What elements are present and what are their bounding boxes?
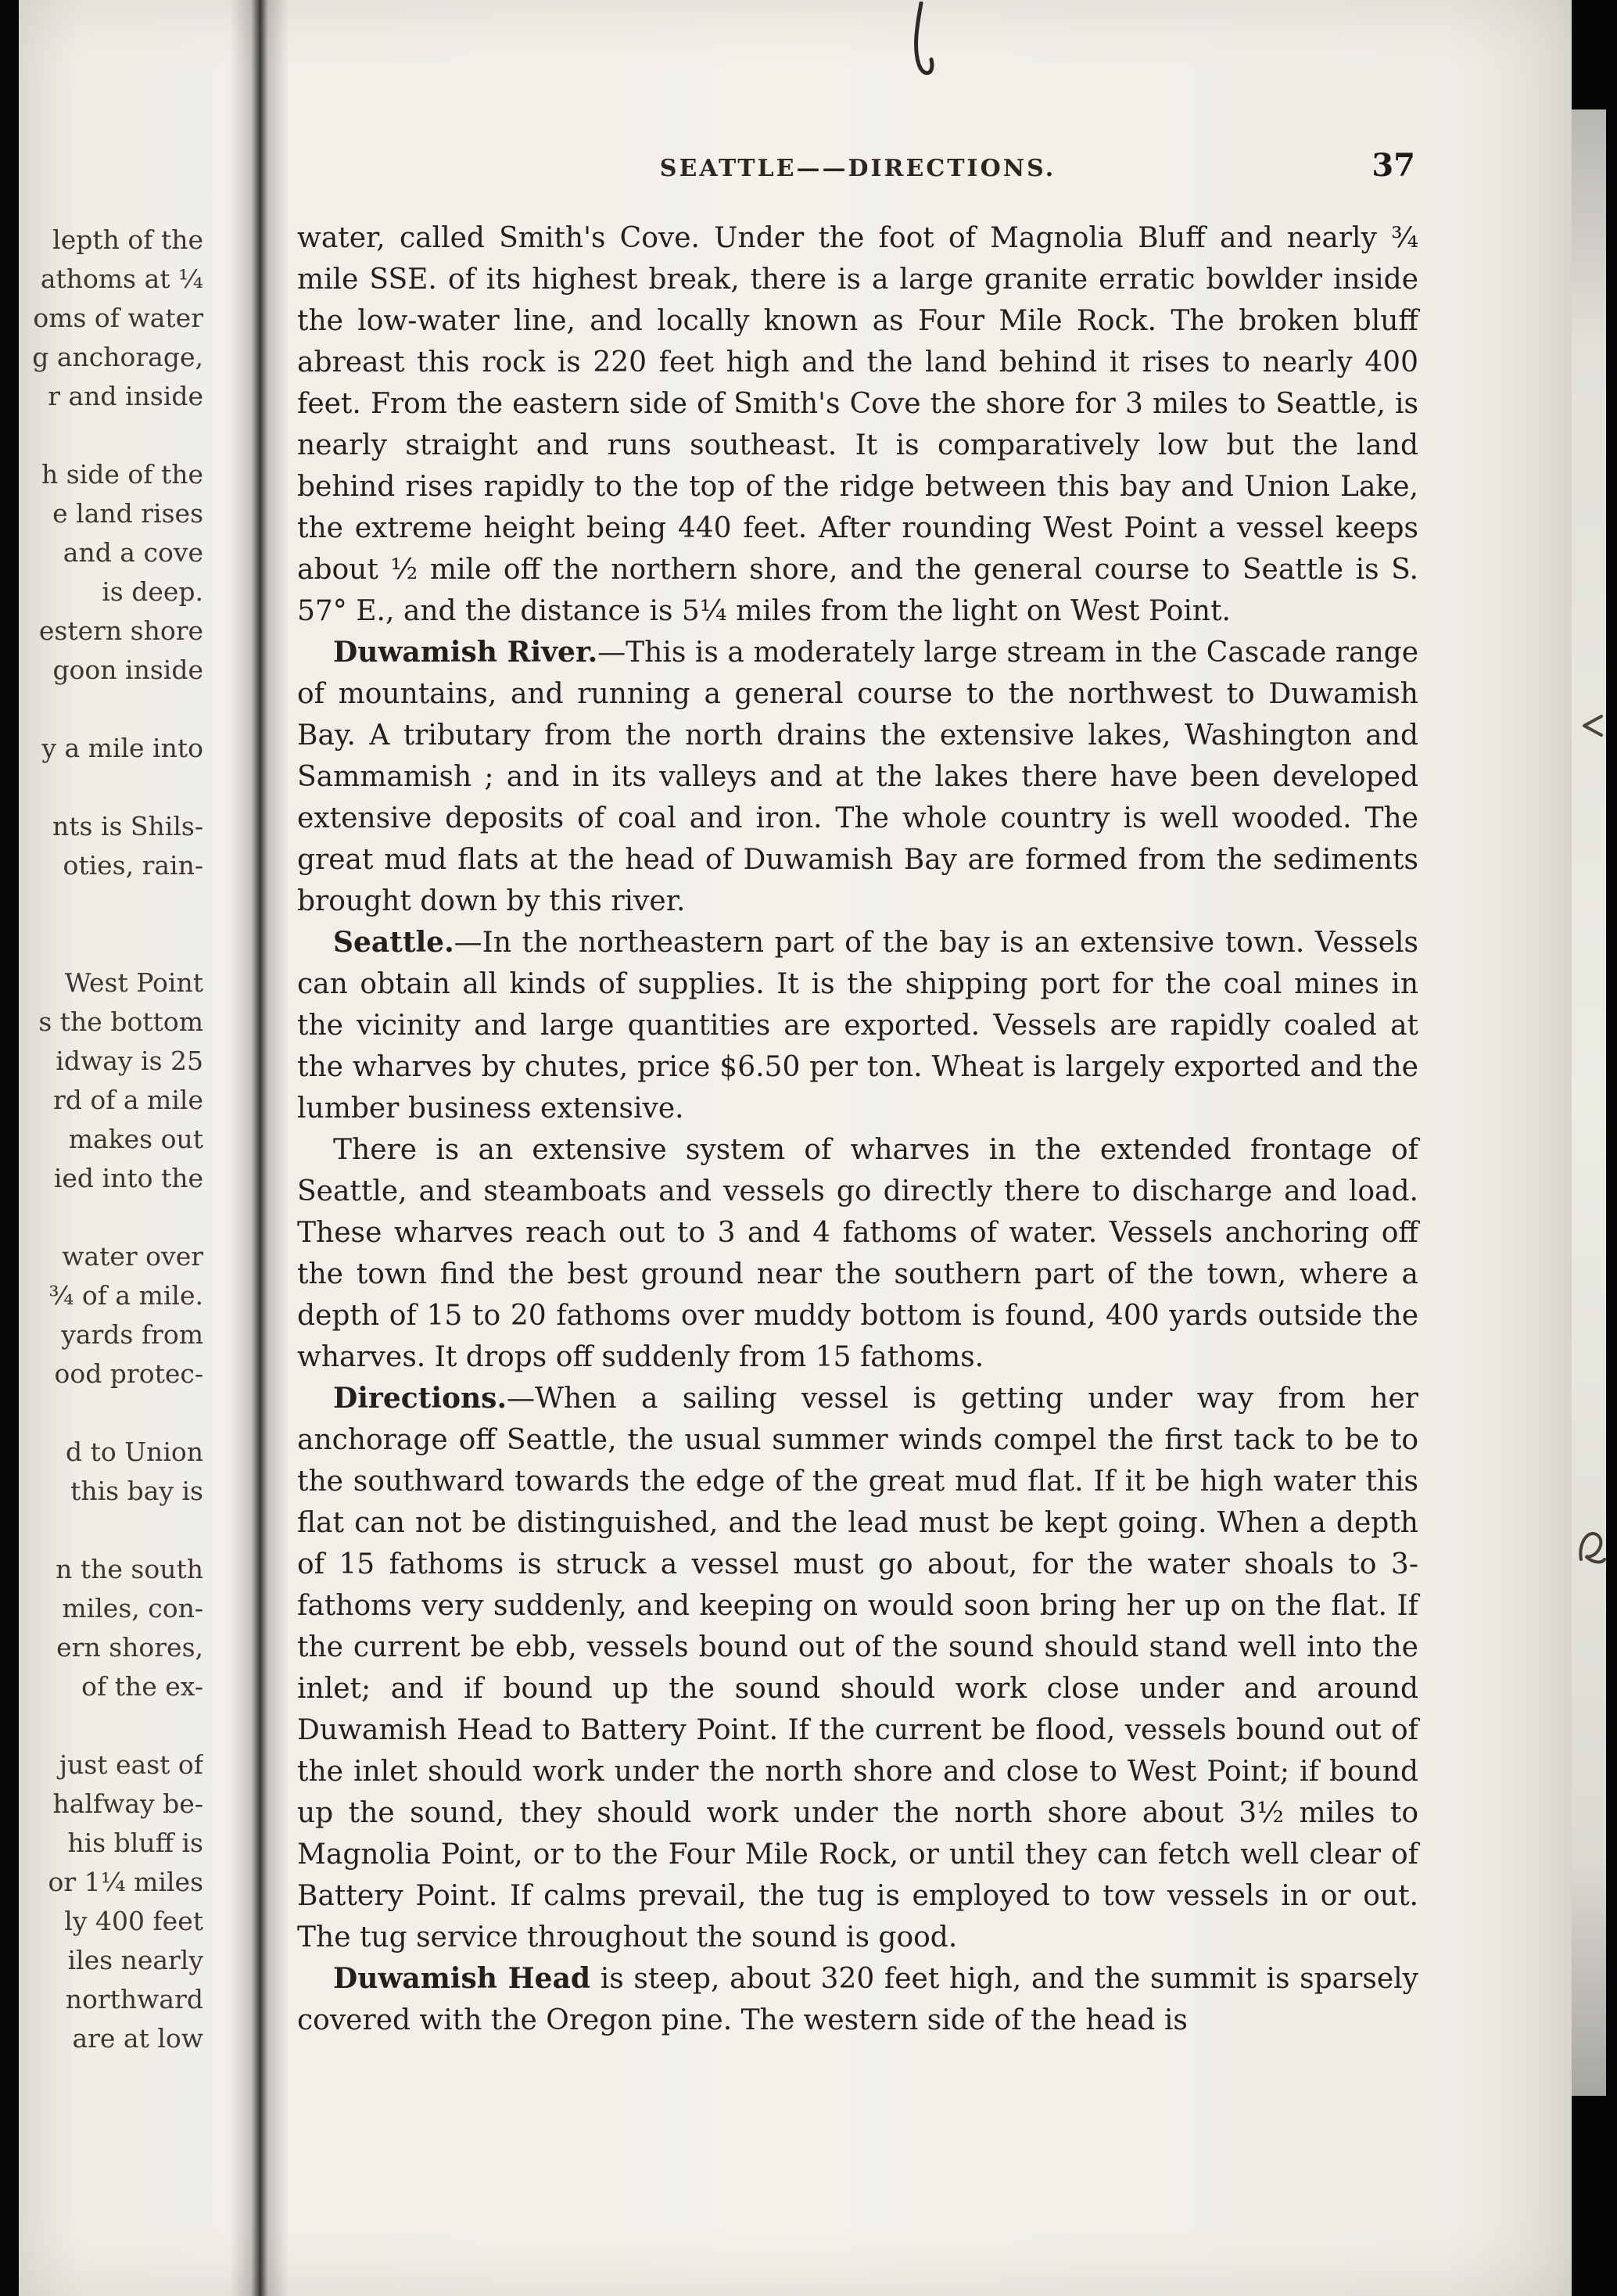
paragraph-text: —This is a moderately large stream in the Cascade range of mountains, and running a general course to the northwest to Duwamish Bay. A tributary from the north drains the extensive lakes, Washington and Sammamish ; and in its valleys and at the lakes there have been developed extensive deposits of coal and iron. The whole country is well wooded. The great mud flats at the head of Duwamish Bay are formed from the sediments brought down by this river. [297, 637, 1418, 917]
facing-page-fragments [19, 221, 203, 2058]
margin-fragment-gap [19, 690, 203, 729]
margin-fragment-gap [19, 768, 203, 807]
margin-fragment-gap [19, 1511, 203, 1550]
margin-fragment-line: northward [65, 1984, 203, 2014]
paragraph-text: —In the northeastern part of the bay is an extensive town. Vessels can obtain all kinds of supplies. It is the shipping port for the coal mines in the vicinity and large quantities are exported. Vessels are rapidly coaled at the wharves by chutes, price $6.50 per ton. Wheat is largely exported and the lumber business extensive. [297, 927, 1418, 1125]
margin-fragment-line: or 1¼ miles [48, 1867, 203, 1897]
margin-fragment-line: just east of [59, 1749, 203, 1780]
running-title: SEATTLE——DIRECTIONS. [659, 155, 1056, 182]
paragraph-text: water, called Smith's Cove. Under the foot of Magnolia Bluff and nearly ¾ mile SSE. of its highest break, there is a large granite erratic bowlder inside the low-water line, and locally known as Four Mile Rock. The broken bluff abreast this rock is 220 feet high and the land behind it rises to nearly 400 feet. From the eastern side of Smith's Cove the shore for 3 miles to Seattle, is nearly straight and runs southeast. It is comparatively low but the land behind rises rapidly to the top of the ridge between this bay and Union Lake, the extreme height being 440 feet. After rounding West Point a vessel keeps about ½ mile off the northern shore, and the general course to Seattle is S. 57° E., and the distance is 5¼ miles from the light on West Point. [297, 222, 1418, 627]
margin-fragment-line: lepth of the [52, 224, 203, 255]
paragraph-duwamish-head [297, 1958, 1418, 2041]
margin-fragment-gap [19, 1394, 203, 1433]
paragraph-text: There is an extensive system of wharves in the extended frontage of Seattle, and steamboats and vessels go directly there to discharge and load. These wharves reach out to 3 and 4 fathoms of water. Vessels anchoring off the town find the best ground near the southern part of the town, where a depth of 15 to 20 fathoms over muddy bottom is found, 400 yards outside the wharves. It drops off suddenly from 15 fathoms. [297, 1134, 1418, 1373]
margin-fragment-line: rd of a mile [52, 1085, 203, 1115]
page-number: 37 [1371, 147, 1415, 184]
paragraph-directions [297, 1378, 1418, 1958]
margin-fragment-line: y a mile into [41, 733, 203, 763]
margin-fragment-line: iles nearly [67, 1945, 203, 1975]
margin-fragment-line: oties, rain- [63, 850, 203, 881]
paragraph-lead: Directions. [333, 1382, 507, 1415]
paragraph-seattle [297, 922, 1418, 1129]
margin-fragment-line: r and inside [48, 381, 203, 411]
margin-fragment-line: ood protec- [54, 1358, 203, 1389]
margin-fragment-line: and a cove [63, 537, 203, 568]
margin-fragment-line: of the ex- [81, 1671, 203, 1702]
paragraph-lead: Duwamish River. [333, 636, 598, 669]
margin-fragment-line: nts is Shils- [52, 811, 203, 841]
right-scan-border [1572, 0, 1617, 2296]
margin-fragment-line: his bluff is [67, 1828, 203, 1858]
margin-fragment-line: ern shores, [56, 1632, 203, 1663]
margin-fragment-line: d to Union [66, 1437, 203, 1467]
book-page [19, 0, 1572, 2296]
paragraph-wharves [297, 1129, 1418, 1378]
margin-fragment-gap [19, 416, 203, 455]
adjacent-page-edge [1572, 109, 1606, 2096]
paragraph-lead: Seattle. [333, 926, 454, 959]
margin-fragment-line: miles, con- [62, 1593, 203, 1623]
page-content [297, 147, 1418, 2041]
paragraph-text: —When a sailing vessel is getting under way from her anchorage off Seattle, the usual summer winds compel the first tack to be to the southward towards the edge of the great mud flat. If it be high water this flat can not be distinguished, and the lead must be kept going. When a depth of 15 fathoms is struck a vessel must go about, for the water shoals to 3-fathoms very suddenly, and keeping on would soon bring her up on the flat. If the current be ebb, vessels bound out of the sound should stand well into the inlet; and if bound up the sound should work close under and around Duwamish Head to Battery Point. If the current be flood, vessels bound out of the inlet should work under the north shore and close to West Point; if bound up the sound, they should work under the north shore about 3½ miles to Magnolia Point, or to the Four Mile Rock, or until they can fetch well clear of Battery Point. If calms prevail, the tug is employed to tow vessels in or out. The tug service throughout the sound is good. [297, 1383, 1418, 1953]
margin-fragment-line: ied into the [53, 1163, 203, 1193]
margin-fragment-line: halfway be- [52, 1788, 203, 1819]
text-block [297, 217, 1418, 2041]
paragraph-text: is steep, about 320 feet high, and the summit is sparsely covered with the Oregon pine. The western side of the head is [297, 1963, 1418, 2036]
scan-artifact-pen-mark [895, 2, 945, 89]
margin-fragment-line: athoms at ¼ [40, 264, 203, 294]
margin-fragment-line: are at low [72, 2023, 203, 2054]
margin-fragment-line: s the bottom [38, 1006, 203, 1037]
margin-fragment-gap [19, 924, 203, 963]
margin-fragment-gap [19, 1198, 203, 1237]
margin-fragment-line: ly 400 feet [64, 1906, 203, 1936]
margin-fragment-line: e land rises [52, 498, 203, 529]
paragraph-lead: Duwamish Head [333, 1962, 591, 1995]
margin-fragment-line: ¾ of a mile. [48, 1280, 203, 1311]
margin-fragment-line: h side of the [41, 459, 203, 490]
margin-fragment-line: West Point [64, 967, 203, 998]
margin-fragment-gap [19, 885, 203, 924]
margin-fragment-line: this bay is [70, 1476, 203, 1506]
margin-fragment-line: is deep. [102, 576, 203, 607]
margin-fragment-gap [19, 1706, 203, 1745]
margin-fragment-line: water over [62, 1241, 203, 1272]
margin-fragment-line: idway is 25 [56, 1046, 203, 1076]
margin-fragment-line: makes out [68, 1124, 203, 1154]
paragraph-duwamish-river [297, 632, 1418, 922]
margin-fragment-line: yards from [61, 1319, 203, 1350]
binding-gutter-shadow [230, 0, 289, 2296]
margin-fragment-line: goon inside [52, 655, 203, 685]
margin-fragment-line: g anchorage, [32, 342, 203, 372]
paragraph-smiths-cove [297, 217, 1418, 632]
margin-fragment-line: n the south [56, 1554, 203, 1584]
margin-fragment-line: estern shore [38, 615, 203, 646]
page-header [297, 147, 1418, 197]
margin-fragment-line: oms of water [33, 303, 203, 333]
